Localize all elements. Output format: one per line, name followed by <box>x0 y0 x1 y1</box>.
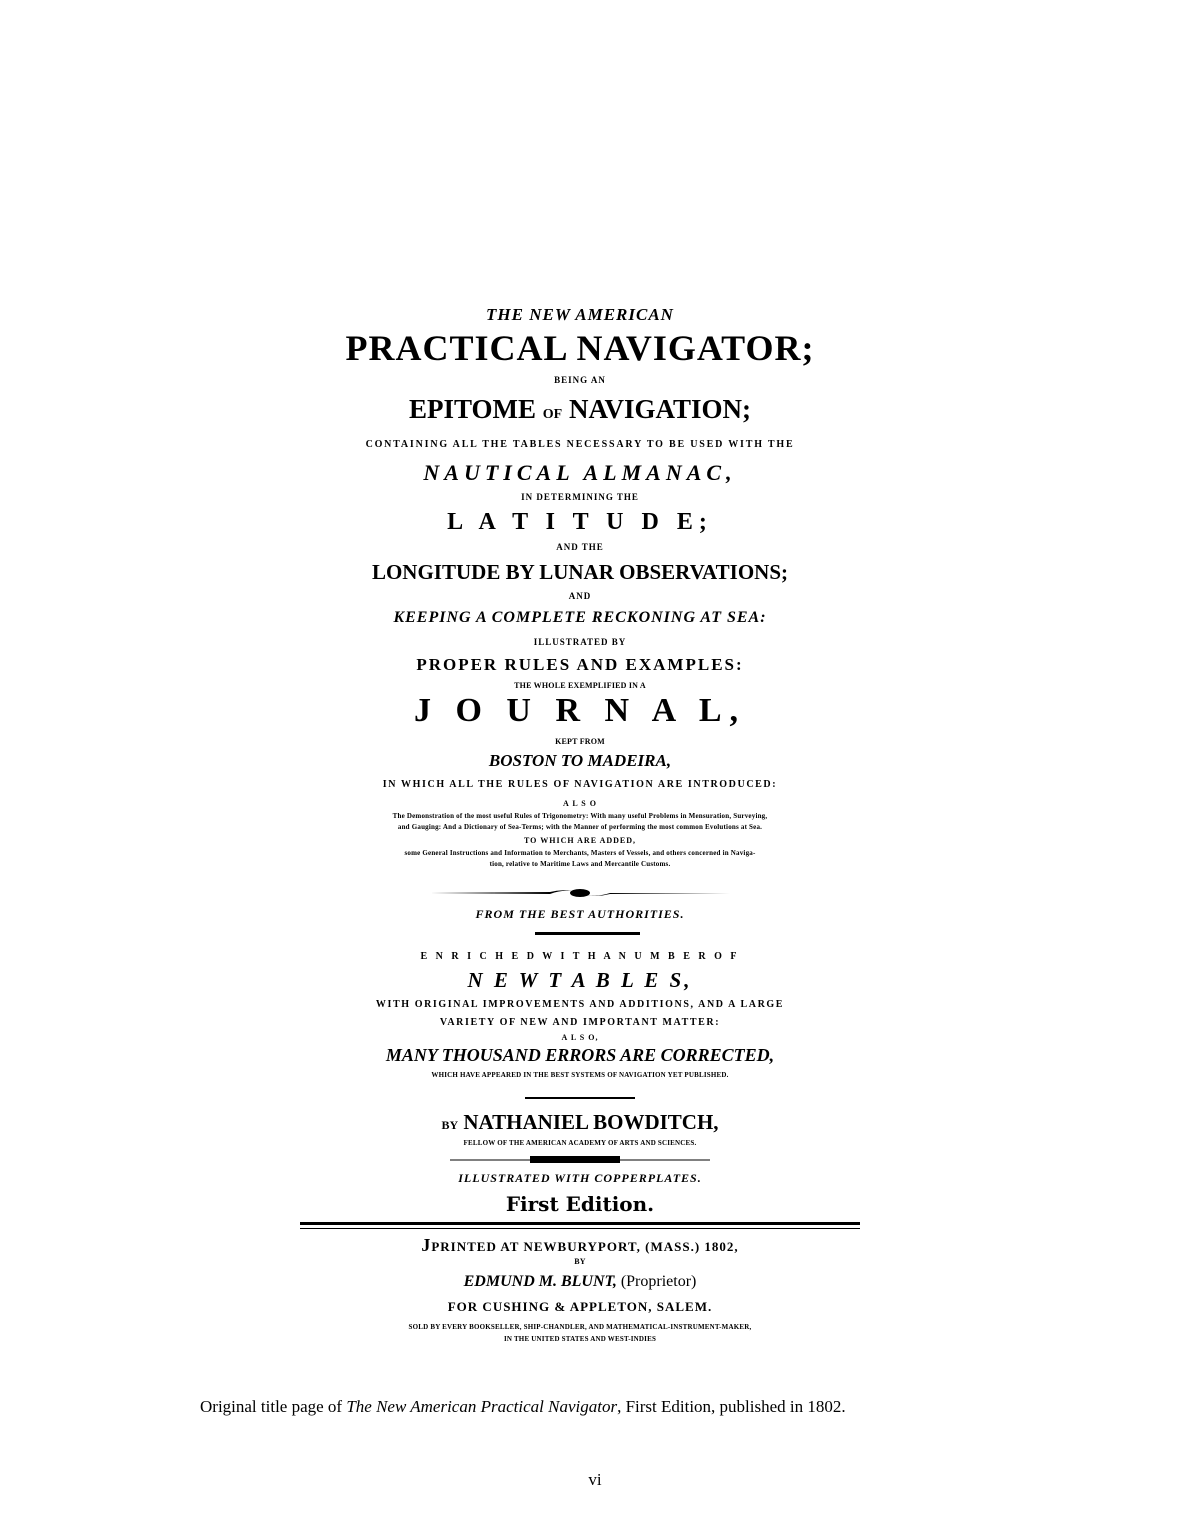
ornament-divider-2 <box>450 1154 710 1164</box>
publisher-line <box>280 1274 880 1290</box>
nautical-almanac: NAUTICAL ALMANAC, <box>423 460 737 485</box>
printed-at-newburyport <box>280 1236 880 1254</box>
epitome-word: EPITOME <box>408 394 537 424</box>
double-rule-bottom <box>300 1228 860 1229</box>
united-states-west-indies: IN THE UNITED STATES AND WEST-INDIES <box>503 1335 657 1343</box>
longitude-by-lunar-observations: LONGITUDE BY LUNAR OBSERVATIONS; <box>371 560 789 584</box>
also-2: A L S O, <box>561 1033 599 1042</box>
subtitle-the-new-american: THE NEW AMERICAN <box>486 305 674 324</box>
boston-to-madeira: BOSTON TO MADEIRA, <box>488 751 672 770</box>
journal: J O U R N A L, <box>413 692 747 729</box>
rule-divider-2 <box>525 1097 635 1099</box>
figure-caption <box>200 1397 990 1417</box>
illustrated-with-copperplates: ILLUSTRATED WITH COPPERPLATES. <box>458 1171 702 1185</box>
by-publisher: BY <box>574 1257 586 1266</box>
demonstration-line-2: and Gauging: And a Dictionary of Sea-Terms; with the Manner of performing the most common Evolutions at Sea. <box>397 823 763 831</box>
and-connector: AND <box>568 591 592 601</box>
printed-at-text: PRINTED AT NEWBURYPORT, (MASS.) 1802, <box>431 1239 739 1254</box>
enriched-with: E N R I C H E D W I T H A N U M B E R O F <box>420 951 740 962</box>
fellow-of-academy: FELLOW OF THE AMERICAN ACADEMY OF ARTS AND SCIENCES. <box>463 1139 697 1147</box>
sold-by-line: SOLD BY EVERY BOOKSELLER, SHIP-CHANDLER, AND MATHEMATICAL-INSTRUMENT-MAKER, <box>408 1323 752 1331</box>
caption-book-title: The New American Practical Navigator <box>346 1397 618 1416</box>
caption-suffix: , First Edition, published in 1802. <box>617 1397 846 1416</box>
rule-divider-1 <box>535 932 640 935</box>
original-improvements: WITH ORIGINAL IMPROVEMENTS AND ADDITIONS, AND A LARGE <box>375 999 785 1010</box>
first-edition-blackletter: First Edition. <box>505 1192 655 1216</box>
printer-mark: J <box>421 1235 432 1255</box>
illustrated-by: ILLUSTRATED BY <box>533 637 627 647</box>
ornament-divider-1 <box>430 888 730 898</box>
being-an: BEING AN <box>554 375 606 385</box>
author-name: NATHANIEL BOWDITCH, <box>463 1110 719 1134</box>
navigation-word: NAVIGATION; <box>568 394 751 424</box>
main-title: PRACTICAL NAVIGATOR; <box>345 328 815 368</box>
in-determining-the: IN DETERMINING THE <box>521 492 639 502</box>
variety-of-matter: VARIETY OF NEW AND IMPORTANT MATTER: <box>439 1017 721 1028</box>
publisher-name: EDMUND M. BLUNT, <box>463 1273 617 1290</box>
by-word: BY <box>441 1118 459 1132</box>
many-thousand-errors: MANY THOUSAND ERRORS ARE CORRECTED, <box>385 1045 775 1065</box>
the-whole-exemplified: THE WHOLE EXEMPLIFIED IN A <box>514 681 646 690</box>
also-1: A L S O <box>563 799 597 808</box>
new-tables: N E W T A B L E S, <box>467 968 693 992</box>
demonstration-line-1: The Demonstration of the most useful Rules of Trigonometry: With many useful Problems in Mensuration, Surveying, <box>392 812 768 820</box>
latitude: L A T I T U D E; <box>447 509 713 535</box>
page-number: vi <box>588 1470 602 1489</box>
and-the: AND THE <box>556 542 604 552</box>
rules-introduced: IN WHICH ALL THE RULES OF NAVIGATION ARE INTRODUCED: <box>382 779 778 790</box>
kept-from: KEPT FROM <box>555 737 605 746</box>
of-word: OF <box>542 407 563 422</box>
from-the-best-authorities: FROM THE BEST AUTHORITIES. <box>475 907 685 921</box>
proprietor-label: (Proprietor) <box>620 1273 697 1290</box>
which-have-appeared: WHICH HAVE APPEARED IN THE BEST SYSTEMS OF NAVIGATION YET PUBLISHED. <box>431 1071 729 1079</box>
to-which-are-added: TO WHICH ARE ADDED, <box>523 836 637 845</box>
double-rule-top <box>300 1222 860 1225</box>
keeping-reckoning: KEEPING A COMPLETE RECKONING AT SEA: <box>393 609 767 626</box>
for-cushing-appleton: FOR CUSHING & APPLETON, SALEM. <box>447 1299 713 1314</box>
containing-line: CONTAINING ALL THE TABLES NECESSARY TO BE USED WITH THE <box>365 439 795 450</box>
epitome-of-navigation <box>280 396 880 423</box>
proper-rules-and-examples: PROPER RULES AND EXAMPLES: <box>416 655 744 674</box>
author-line <box>280 1112 880 1133</box>
instructions-line-2: tion, relative to Maritime Laws and Mercantile Customs. <box>489 860 671 868</box>
instructions-line-1: some General Instructions and Information to Merchants, Masters of Vessels, and others concerned in Naviga- <box>404 849 756 857</box>
caption-prefix: Original title page of <box>200 1397 347 1416</box>
